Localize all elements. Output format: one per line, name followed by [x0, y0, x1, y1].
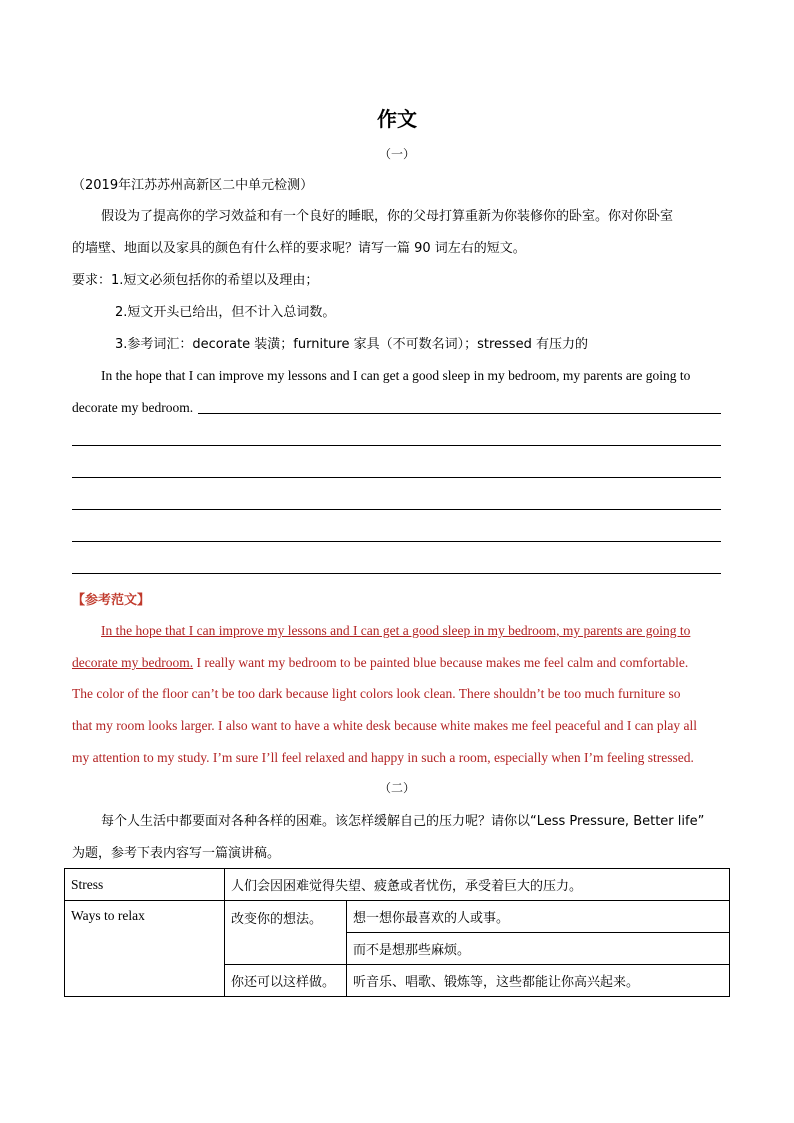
- essay-start-line-1: In the hope that I can improve my lessons and I can get a good sleep in my bedroom, my parents are going to: [101, 368, 691, 383]
- table-cell-way-2a: 听音乐、唱歌、锻炼等，这些都能让你高兴起来。: [347, 965, 730, 997]
- prompt2-line-1: 每个人生活中都要面对各种各样的困难。该怎样缓解自己的压力呢？请你以“Less Pressure, Better life”: [101, 814, 705, 829]
- essay-start-line-2: decorate my bedroom.: [72, 400, 194, 415]
- table-cell-ways-label: Ways to relax: [65, 901, 225, 997]
- writing-line: [72, 509, 721, 510]
- writing-line: [72, 445, 721, 446]
- page-title: 作文: [377, 107, 417, 131]
- prompt-line-2: 的墙壁、地面以及家具的颜色有什么样的要求呢？请写一篇 90 词左右的短文。: [72, 241, 526, 256]
- writing-line: [198, 413, 721, 414]
- reference-line-2-underlined: decorate my bedroom.: [72, 655, 194, 670]
- reference-line-1: In the hope that I can improve my lessons and I can get a good sleep in my bedroom, my parents are going to: [101, 623, 691, 638]
- table-cell-way-1b: 而不是想那些麻烦。: [347, 933, 730, 965]
- table-cell-way-2: 你还可以这样做。: [225, 965, 347, 997]
- source-note: （2019年江苏苏州高新区二中单元检测）: [72, 178, 314, 193]
- reference-line-2: [72, 653, 688, 673]
- writing-line: [72, 573, 721, 574]
- table-cell-stress-label: Stress: [65, 869, 225, 901]
- reference-line-3: The color of the floor can’t be too dark because light colors look clean. There shouldn’t be too much furniture so: [72, 686, 681, 701]
- table-cell-stress-text: 人们会因困难觉得失望、疲惫或者忧伤，承受着巨大的压力。: [225, 869, 730, 901]
- reference-heading: 【参考范文】: [72, 593, 151, 608]
- reference-line-4: that my room looks larger. I also want to have a white desk because white makes me feel peaceful and I can play all: [72, 718, 698, 733]
- table-row: [65, 901, 730, 933]
- requirement-3: 3.参考词汇：decorate 装潢；furniture 家具（不可数名词）；stressed 有压力的: [115, 337, 588, 352]
- reference-line-5: my attention to my study. I’m sure I’ll feel relaxed and happy in such a room, especially when I’m feeling stressed.: [72, 750, 694, 765]
- writing-line: [72, 541, 721, 542]
- table-row: [65, 869, 730, 901]
- prompt2-line-2: 为题，参考下表内容写一篇演讲稿。: [72, 846, 281, 861]
- section-label-1: （一）: [378, 147, 415, 161]
- prompt-line-1: 假设为了提高你的学习效益和有一个良好的睡眠，你的父母打算重新为你装修你的卧室。你对你卧室: [101, 209, 674, 224]
- requirement-2: 2.短文开头已给出，但不计入总词数。: [115, 305, 336, 320]
- reference-line-2-rest: I really want my bedroom to be painted blue because makes me feel calm and comfortable.: [196, 655, 689, 670]
- table-cell-way-1a: 想一想你最喜欢的人或事。: [347, 901, 730, 933]
- writing-line: [72, 477, 721, 478]
- requirement-1: 要求：1.短文必须包括你的希望以及理由；: [72, 273, 319, 288]
- section-label-2: （二）: [378, 781, 415, 795]
- table-cell-way-1: 改变你的想法。: [225, 901, 347, 965]
- reference-table: [64, 868, 730, 997]
